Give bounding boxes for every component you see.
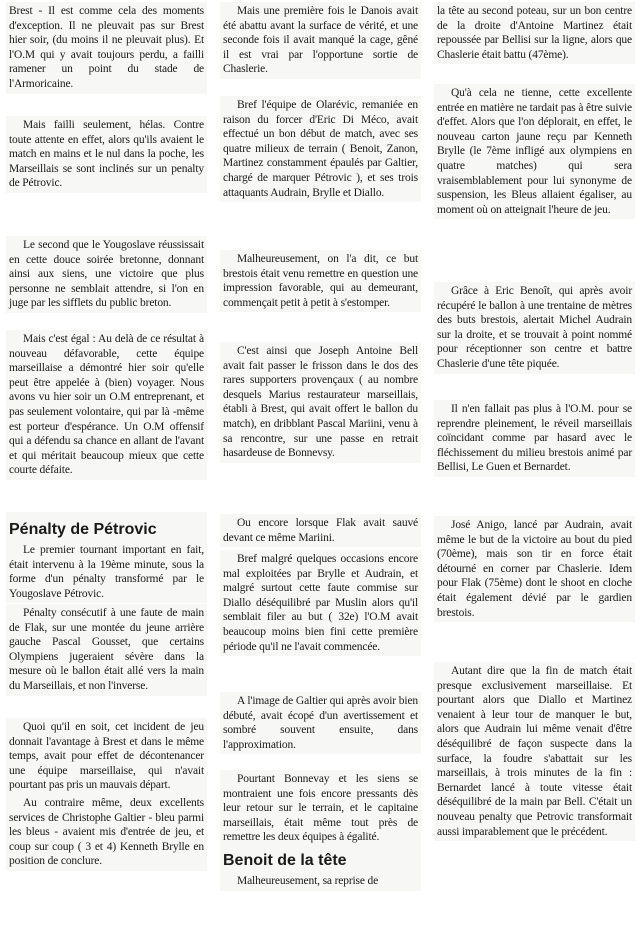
column-3 — [428, 0, 640, 937]
paragraph: Bref l'équipe de Olarévic, remaniée en raison du forcer d'Eric Di Méco, avait effectué un bon début de match, avec ses quatre milieux de terrain ( Benoit, Zanon, Martinez constamment épaulés par Galtier, chargé de marquer Pétrovic ), et ses trois attaquants Audrain, Brylle et Diallo. — [223, 99, 418, 199]
column-2 — [214, 0, 426, 937]
paragraph: Malheureusement, on l'a dit, ce but brestois était venu remettre en question une impression favorable, qui au demeurant, commençait petit à petit à s'estomper. — [223, 253, 418, 309]
column-1 — [0, 0, 212, 937]
paragraph: Quoi qu'il en soit, cet incident de jeu donnait l'avantage à Brest et dans le même temps, avait pour effet de décontenancer une équipe marseillaise, qui n'avait pourtant pas pris un mauvais départ. — [9, 721, 204, 792]
paragraph: la tête au second poteau, sur un bon centre de la droite d'Antoine Martinez était repoussée par Bellisi sur la ligne, alors que Chaslerie était battu (47ème). — [437, 5, 632, 61]
paragraph: Il n'en fallait pas plus à l'O.M. pour se reprendre pleinement, le réveil marseillais coïncidant comme par hasard avec le fléchissement du milieu brestois animé par Bellisi, Le Guen et Bernardet. — [437, 403, 632, 474]
clipping-3b — [434, 84, 635, 219]
paragraph: Bref malgré quelques occasions encore mal exploitées par Brylle et Audrain, et malgré surtout cette faute commise sur Diallo déséquilibré par Muslin alors qu'il semblait filer au but ( 32e) l'O.M avait beaucoup moins bien fini cette première période qu'il ne l'avait commencée. — [223, 553, 418, 653]
paragraph: José Anigo, lancé par Audrain, avait même le but de la victoire au bout du pied (70ème), mais son tir en force était détourné en corner par Chaslerie. Idem pour Flak (75ème) dont le shoot en cloche était également dévié par le gardien brestois. — [437, 519, 632, 619]
paragraph: Autant dire que la fin de match était presque exclusivement marseillaise. Et pourtant alors que Diallo et Martinez venaient à leur tour de manquer le but, alors que Audrain lui même venait d'être déséquilibré de façon suspecte dans la surface, la foudre s'abattait sur les marseillais, à trois minutes de la fin : Bernardet lancé à toute vitesse était déséquilibré de la main par Bell. C'était un nouveau penalty que Petrovic transformait aussi imparablement que le précédent. — [437, 665, 632, 838]
paragraph: Au contraire même, deux excellents services de Christophe Galtier - bleu parmi les bleus - avaient mis d'entrée de jeu, et coup sur coup ( 3 et 4) Kenneth Brylle en position de conclure. — [9, 796, 204, 868]
paragraph: Brest - Il est comme cela des moments d'exception. Il ne pleuvait pas sur Brest hier soir, (du moins il ne pleuvait plus). Et l'O.M qui y avait toujours perdu, a failli ramener un point du stade de l'Armoricaine. — [9, 5, 204, 90]
clipping-2e — [220, 514, 421, 547]
paragraph: Pénalty consécutif à une faute de main de Flak, sur une montée du jeune arrière gauche Pascal Gousset, que certains Olympiens jugeraient sévère dans la mesure où le ballon était allé vers la main du Marseillais, et non l'inverse. — [9, 607, 204, 692]
clipping-3c — [434, 282, 635, 374]
paragraph: Le second que le Yougoslave réussissait en cette douce soirée bretonne, donnant ainsi aux siens, une victoire que plus personne ne semblait attendre, si l'on en juge par les sifflets du public breton. — [9, 239, 204, 310]
paragraph: Ou encore lorsque Flak avait sauvé devant ce même Mariini. — [223, 517, 418, 544]
clipping-1g — [6, 718, 207, 871]
clipping-2c — [220, 250, 421, 312]
paragraph: C'est ainsi que Joseph Antoine Bell avait fait passer le frisson dans le dos des rares supporters provençaux ( au nombre desquels Marius restaurateur marseillais, établi à Brest, qui avait offert le ballon du match), en dribblant Pascal Mariini, venu à sa rencontre, sur une passe en retrait hasardeuse de Bonnevsy. — [223, 345, 418, 460]
clipping-1d — [6, 330, 207, 480]
clipping-1f — [6, 604, 207, 696]
paragraph: Mais c'est égal : Au delà de ce résultat à nouveau défavorable, cette équipe marseillaise a démontré hier soir qu'elle peut être appelée à (bien) voyager. Nous avons vu hier soir un O.M entreprenant, et pas seulement volontaire, qui par là -même est porteur d'espérance. Un O.M offensif qui a défendu sa chance en allant de l'avant et qui méritait beaucoup mieux que cette courte défaite. — [9, 333, 204, 477]
paragraph: Le premier tournant important en fait, était intervenu à la 19ème minute, sous la forme d'un pénalty transformé par le Yougoslave Pétrovic. — [9, 544, 204, 600]
clipping-2b — [220, 96, 421, 202]
clipping-2h — [220, 770, 421, 891]
paragraph: Mais failli seulement, hélas. Contre toute attente en effet, alors qu'ils avaient le match en mains et le nul dans la poche, les Marseillais se sont inclinés sur un penalty de Pétrovic. — [9, 119, 204, 190]
clipping-3e — [434, 516, 635, 622]
clipping-2f — [220, 550, 421, 656]
clipping-3f — [434, 662, 635, 841]
clipping-3d — [434, 400, 635, 477]
clipping-2g — [220, 692, 421, 754]
clipping-2d — [220, 342, 421, 463]
section-heading: Pénalty de Pétrovic — [9, 521, 157, 538]
clipping-1b — [6, 116, 207, 193]
clipping-1e — [6, 512, 207, 603]
section-heading: Benoit de la tête — [223, 851, 347, 869]
paragraph: A l'image de Galtier qui après avoir bien débuté, avait écopé d'un avertissement et sombré souvent ensuite, dans l'approximation. — [223, 695, 418, 751]
clipping-1a — [6, 2, 207, 94]
paragraph: Grâce à Eric Benoît, qui après avoir récupéré le ballon à une trentaine de mètres des buts brestois, alertait Michel Audrain sur la droite, et se trouvait à point nommé pour réceptionner son centre et battre Chaslerie d'une tête piquée. — [437, 285, 632, 370]
clipping-2a — [220, 2, 421, 79]
paragraph: Mais une première fois le Danois avait été abattu avant la surface de vérité, et une seconde fois il avait manqué la cage, gêné il est vrai par l'opportune sortie de Chaslerie. — [223, 5, 418, 76]
paragraph: Pourtant Bonnevay et les siens se montraient une fois encore pressants dès leur retour sur le terrain, et le capitaine marseillais, était même tout près de remettre les deux équipes à égalité. — [223, 773, 418, 844]
clipping-3a — [434, 2, 635, 64]
paragraph: Malheureusement, sa reprise de — [237, 874, 379, 887]
paragraph: Qu'à cela ne tienne, cette excellente entrée en matière ne tardait pas à être suivie d'effet. Alors que l'on déplorait, en effet, le nouveau carton jaune reçu par Kenneth Brylle (le 7ème infligé aux olympiens en quatre matches) qui sera vraisemblablement pour lui synonyme de suspension, les Bleus allaient égaliser, au moment où on atteignait l'heure de jeu. — [437, 87, 632, 216]
clipping-1c — [6, 236, 207, 313]
